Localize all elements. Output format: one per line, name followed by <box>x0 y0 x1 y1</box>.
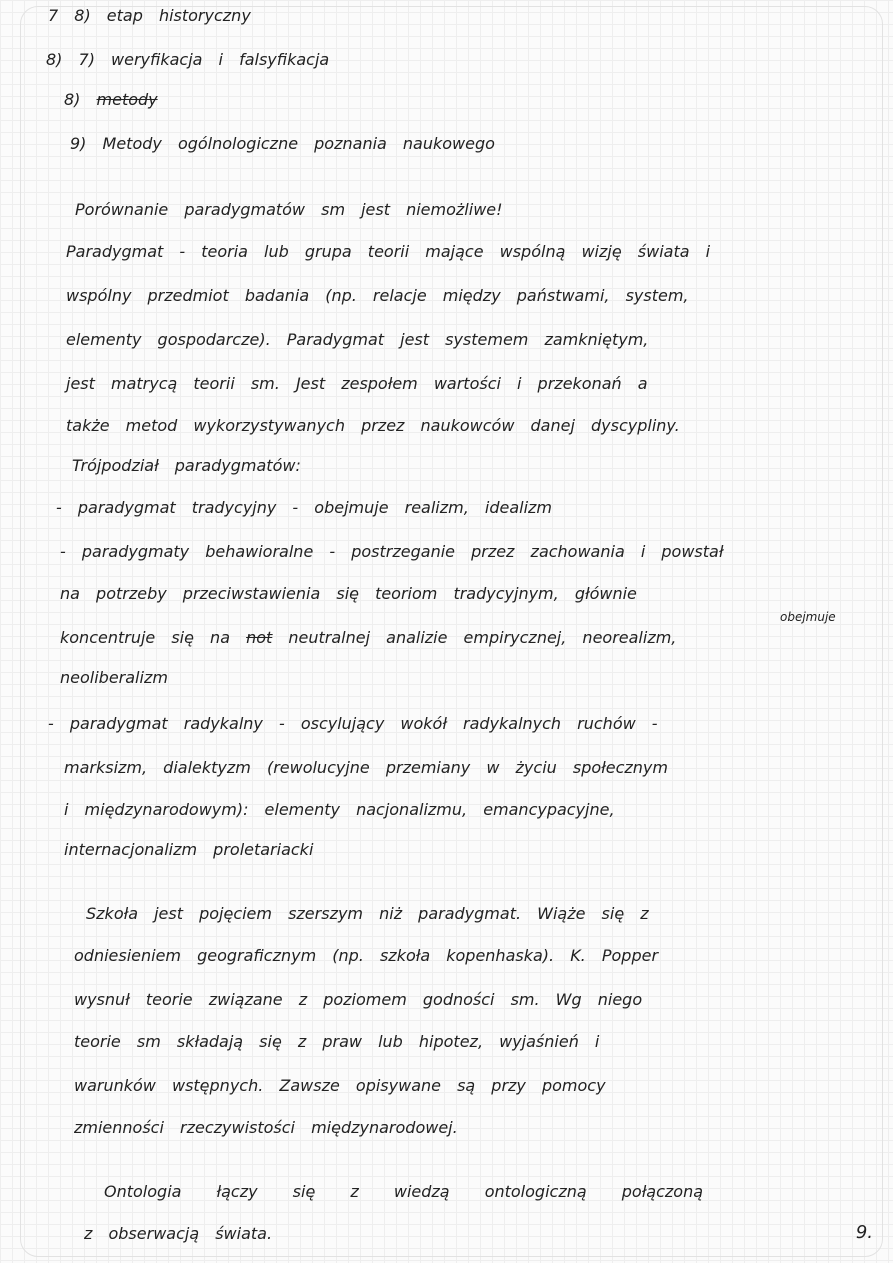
bullet-line: - paradygmat radykalny - oscylujący wokół radykalnych ruchów - <box>48 714 658 733</box>
item-number: 7 8) <box>48 6 91 25</box>
list-item <box>64 90 158 109</box>
list-item <box>70 134 495 153</box>
text-line: Porównanie paradygmatów sm jest niemożliwe! <box>75 200 503 219</box>
inserted-word: obejmuje <box>780 610 836 624</box>
text-line: Ontologia łączy się z wiedzą ontologiczną połączoną <box>104 1182 704 1201</box>
item-text: weryfikacja i falsyfikacja <box>111 50 330 69</box>
bullet-line: internacjonalizm proletariacki <box>64 840 314 859</box>
text-line: Paradygmat - teoria lub grupa teorii mające wspólną wizję świata i <box>66 242 711 261</box>
text-line: jest matrycą teorii sm. Jest zespołem wartości i przekonań a <box>66 374 648 393</box>
bullet-line: marksizm, dialektyzm (rewolucyjne przemiany w życiu społecznym <box>64 758 668 777</box>
bullet-line: - paradygmaty behawioralne - postrzeganie przez zachowania i powstał <box>60 542 724 561</box>
text-line: teorie sm składają się z praw lub hipotez, wyjaśnień i <box>74 1032 600 1051</box>
item-number: 9) <box>70 134 87 153</box>
item-number: 8) 7) <box>46 50 95 69</box>
text: neutralnej analizie empirycznej, neorealizm, <box>288 628 677 647</box>
text-line: elementy gospodarcze). Paradygmat jest systemem zamkniętym, <box>66 330 649 349</box>
bullet-line: - paradygmat tradycyjny - obejmuje realizm, idealizm <box>56 498 553 517</box>
list-item <box>48 6 251 25</box>
text-line: Szkoła jest pojęciem szerszym niż paradygmat. Wiąże się z <box>86 904 649 923</box>
bullet-line <box>60 628 676 647</box>
bullet-line: neoliberalizm <box>60 668 168 687</box>
item-text: Metody ogólnologiczne poznania naukowego <box>102 134 495 153</box>
text-line: wspólny przedmiot badania (np. relacje między państwami, system, <box>66 286 689 305</box>
list-item <box>46 50 329 69</box>
item-text-struck: metody <box>96 90 158 109</box>
item-number: 8) <box>64 90 81 109</box>
text-line: wysnuł teorie związane z poziomem godności sm. Wg niego <box>74 990 643 1009</box>
item-text: etap historyczny <box>106 6 251 25</box>
struck-text: not <box>246 628 273 647</box>
page-number: 9. <box>855 1222 873 1243</box>
text-line: warunków wstępnych. Zawsze opisywane są przy pomocy <box>74 1076 606 1095</box>
text-line: także metod wykorzystywanych przez naukowców danej dyscypliny. <box>66 416 680 435</box>
bullet-line: i międzynarodowym): elementy nacjonalizmu, emancypacyjne, <box>64 800 615 819</box>
text-line: Trójpodział paradygmatów: <box>72 456 301 475</box>
text-line: z obserwacją świata. <box>84 1224 273 1243</box>
bullet-line: na potrzeby przeciwstawienia się teoriom tradycyjnym, głównie <box>60 584 637 603</box>
text-line: zmienności rzeczywistości międzynarodowej. <box>74 1118 458 1137</box>
text-line: odniesieniem geograficznym (np. szkoła kopenhaska). K. Popper <box>74 946 659 965</box>
text: koncentruje się na <box>60 628 230 647</box>
